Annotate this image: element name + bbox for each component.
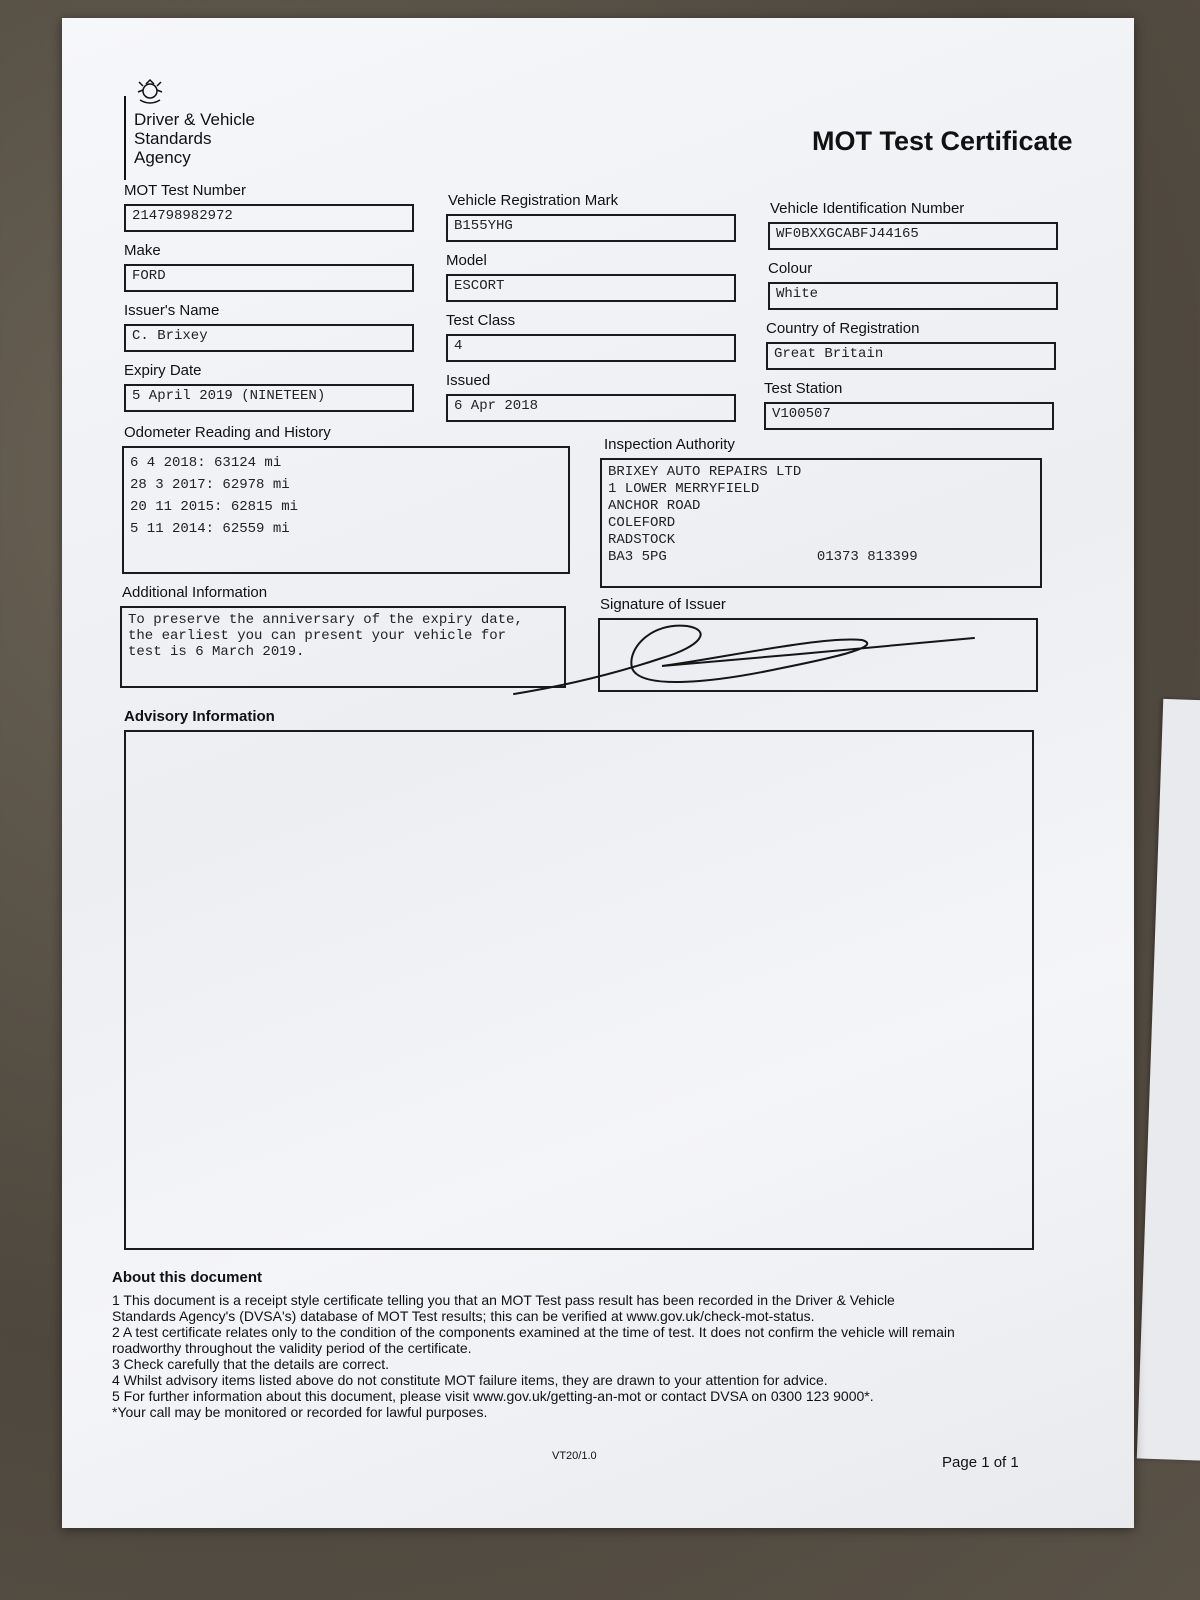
odometer-entry: 20 11 2015: 62815 mi bbox=[130, 499, 299, 515]
about-line: 2 A test certificate relates only to the condition of the components examined at the time of test. It does not confirm the vehicle will remain bbox=[112, 1324, 955, 1340]
form-code: VT20/1.0 bbox=[552, 1450, 597, 1462]
model-field: ESCORT bbox=[446, 274, 736, 302]
issuer-name-label: Issuer's Name bbox=[124, 302, 220, 319]
odometer-label: Odometer Reading and History bbox=[124, 424, 331, 441]
make-field: FORD bbox=[124, 264, 414, 292]
agency-name: Driver & Vehicle Standards Agency bbox=[134, 110, 255, 167]
about-line: 5 For further information about this document, please visit www.gov.uk/getting-an-mot or contact DVSA on 0300 123 9000*. bbox=[112, 1388, 874, 1404]
additional-info-box: To preserve the anniversary of the expiry date, the earliest you can present your vehicle for test is 6 March 2019. bbox=[120, 606, 566, 688]
test-station-label: Test Station bbox=[764, 380, 843, 397]
model-label: Model bbox=[446, 252, 487, 269]
about-line: Standards Agency's (DVSA's) database of MOT Test results; this can be verified at www.gov.uk/check-mot-status. bbox=[112, 1308, 815, 1324]
about-line: roadworthy throughout the validity period of the certificate. bbox=[112, 1340, 472, 1356]
vin-label: Vehicle Identification Number bbox=[770, 200, 965, 217]
issuer-name-field: C. Brixey bbox=[124, 324, 414, 352]
document-title: MOT Test Certificate bbox=[812, 126, 1073, 156]
additional-info-label: Additional Information bbox=[122, 584, 268, 601]
colour-field: White bbox=[768, 282, 1058, 310]
station-phone: 01373 813399 bbox=[816, 549, 918, 565]
handwritten-signature bbox=[62, 18, 1134, 738]
advisory-info-label: Advisory Information bbox=[124, 708, 275, 725]
issued-label: Issued bbox=[446, 372, 491, 389]
about-line: *Your call may be monitored or recorded for lawful purposes. bbox=[112, 1404, 488, 1420]
make-label: Make bbox=[124, 242, 161, 259]
issued-field: 6 Apr 2018 bbox=[446, 394, 736, 422]
test-class-label: Test Class bbox=[446, 312, 516, 329]
advisory-info-box bbox=[124, 730, 1034, 1250]
test-class-field: 4 bbox=[446, 334, 736, 362]
mot-certificate-sheet bbox=[62, 18, 1134, 1528]
signature-label: Signature of Issuer bbox=[600, 596, 726, 613]
expiry-date-field: 5 April 2019 (NINETEEN) bbox=[124, 384, 414, 412]
about-section bbox=[112, 1270, 1042, 1420]
mot-test-number-field: 214798982972 bbox=[124, 204, 414, 232]
vin-field: WF0BXXGCABFJ44165 bbox=[768, 222, 1058, 250]
country-label: Country of Registration bbox=[766, 320, 920, 337]
about-line: 3 Check carefully that the details are correct. bbox=[112, 1356, 390, 1372]
about-line: 1 This document is a receipt style certificate telling you that an MOT Test pass result has been recorded in the Driver & Vehicle bbox=[112, 1292, 895, 1308]
vrm-label: Vehicle Registration Mark bbox=[448, 192, 619, 209]
inspection-authority-box: BRIXEY AUTO REPAIRS LTD 1 LOWER MERRYFIELD ANCHOR ROAD COLEFORD RADSTOCK BA3 5PG 01373 813399 bbox=[600, 458, 1042, 588]
background-paper bbox=[1137, 699, 1200, 1461]
test-station-field: V100507 bbox=[764, 402, 1054, 430]
inspection-authority-label: Inspection Authority bbox=[604, 436, 735, 453]
country-field: Great Britain bbox=[766, 342, 1056, 370]
odometer-entry: 5 11 2014: 62559 mi bbox=[130, 521, 290, 537]
colour-label: Colour bbox=[768, 260, 813, 277]
about-line: 4 Whilst advisory items listed above do not constitute MOT failure items, they are drawn to your attention for advice. bbox=[112, 1372, 828, 1388]
odometer-entry: 28 3 2017: 62978 mi bbox=[130, 477, 290, 493]
page-number: Page 1 of 1 bbox=[942, 1454, 1019, 1471]
expiry-date-label: Expiry Date bbox=[124, 362, 202, 379]
vrm-field: B155YHG bbox=[446, 214, 736, 242]
odometer-entry: 6 4 2018: 63124 mi bbox=[130, 455, 282, 471]
mot-test-number-label: MOT Test Number bbox=[124, 182, 246, 199]
about-heading: About this document bbox=[112, 1269, 262, 1286]
